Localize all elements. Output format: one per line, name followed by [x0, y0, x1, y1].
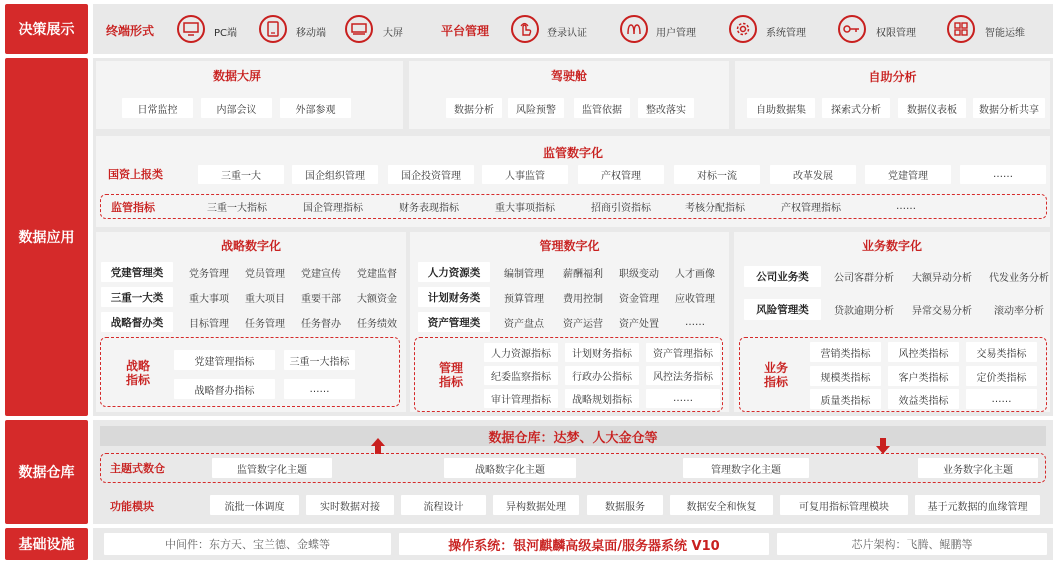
business-row-item[interactable]: 滚动率分析: [994, 306, 1044, 317]
business-index-item[interactable]: ……: [966, 389, 1037, 409]
management-index-item[interactable]: 审计管理指标: [484, 389, 558, 408]
grid-icon[interactable]: [947, 15, 975, 43]
cockpit-item[interactable]: 数据分析: [446, 98, 502, 118]
management-row-item[interactable]: 应收管理: [675, 293, 715, 305]
strategy-index-item[interactable]: 战略督办指标: [174, 379, 275, 399]
terminal-mobile[interactable]: 移动端: [296, 28, 326, 39]
terminal-pc[interactable]: PC端: [214, 28, 238, 39]
mobile-icon[interactable]: [259, 15, 287, 43]
management-index-item[interactable]: 纪委监察指标: [484, 366, 558, 385]
regulatory-report-item[interactable]: 对标一流: [674, 165, 760, 184]
management-row-item[interactable]: ……: [685, 316, 705, 328]
business-index-item[interactable]: 定价类指标: [966, 366, 1037, 386]
terminal-label: 终端形式: [106, 24, 155, 38]
cockpit-item[interactable]: 风险预警: [508, 98, 564, 118]
topic-item[interactable]: 监管数字化主题: [212, 458, 332, 478]
regulatory-index-item[interactable]: 三重一大指标: [207, 203, 267, 214]
regulatory-report-label: 国资上报类: [108, 168, 163, 181]
data-screen-item[interactable]: 外部参观: [280, 98, 351, 118]
function-item[interactable]: 数据服务: [587, 495, 663, 515]
business-index-item[interactable]: 风控类指标: [888, 342, 959, 362]
function-module-label: 功能模块: [110, 500, 154, 513]
function-item[interactable]: 数据安全和恢复: [670, 495, 773, 515]
business-index-label: 业务 指标: [763, 361, 788, 389]
management-index-item[interactable]: ……: [646, 389, 720, 408]
management-row-item[interactable]: 人才画像: [675, 268, 715, 280]
regulatory-index-item[interactable]: 重大事项指标: [495, 203, 555, 214]
management-index-label: 管理 指标: [438, 361, 463, 389]
key-icon[interactable]: [838, 15, 866, 43]
strategy-row-item[interactable]: 任务管理: [245, 318, 285, 330]
regulatory-title: 监管数字化: [542, 146, 603, 160]
strategy-row-label[interactable]: 战略督办类: [101, 312, 173, 332]
management-index-item[interactable]: 风控法务指标: [646, 366, 720, 385]
strategy-row-label[interactable]: 党建管理类: [101, 262, 173, 282]
gear-icon[interactable]: [729, 15, 757, 43]
management-row-item[interactable]: 费用控制: [563, 293, 603, 305]
strategy-title: 战略数字化: [220, 239, 281, 253]
regulatory-report-item[interactable]: 改革发展: [770, 165, 856, 184]
regulatory-index-item[interactable]: 考核分配指标: [685, 203, 745, 214]
function-item[interactable]: 基于元数据的血缘管理: [915, 495, 1040, 515]
self-analysis-item[interactable]: 数据分析共享: [973, 98, 1045, 118]
business-row-item[interactable]: 异常交易分析: [912, 306, 972, 317]
management-row-item[interactable]: 职级变动: [619, 268, 659, 280]
strategy-row-item[interactable]: 任务绩效: [357, 318, 397, 330]
layer-label-infra: 基础设施: [5, 528, 88, 560]
business-row-item[interactable]: 代发业务分析: [989, 273, 1049, 284]
management-index-item[interactable]: 行政办公指标: [565, 366, 639, 385]
login-hand-icon[interactable]: [511, 15, 539, 43]
strategy-index-item[interactable]: 党建管理指标: [174, 350, 275, 370]
infra-chip[interactable]: 芯片架构：飞腾、鲲鹏等: [777, 533, 1047, 555]
strategy-row-item[interactable]: 党建监督: [357, 268, 397, 280]
management-index-item[interactable]: 资产管理指标: [646, 343, 720, 362]
business-index-item[interactable]: 营销类指标: [810, 342, 881, 362]
business-row-label[interactable]: 风险管理类: [744, 299, 821, 320]
self-analysis-item[interactable]: 自助数据集: [747, 98, 815, 118]
management-title: 管理数字化: [539, 239, 600, 253]
layer-label-warehouse: 数据仓库: [5, 420, 88, 524]
cockpit-item[interactable]: 整改落实: [638, 98, 694, 118]
regulatory-index-item[interactable]: 招商引资指标: [591, 203, 651, 214]
infra-os[interactable]: 操作系统：银河麒麟高级桌面/服务器系统 V10: [399, 533, 769, 555]
strategy-row-item[interactable]: 党员管理: [245, 268, 285, 280]
business-index-item[interactable]: 规模类指标: [810, 366, 881, 386]
business-index-item[interactable]: 客户类指标: [888, 366, 959, 386]
cockpit-title: 驾驶舱: [550, 69, 587, 83]
strategy-index-label: 战略 指标: [125, 359, 150, 387]
management-row-item[interactable]: 编制管理: [504, 268, 544, 280]
strategy-row-item[interactable]: 大额资金: [357, 293, 397, 305]
management-row-item[interactable]: 资产盘点: [504, 318, 544, 330]
strategy-row-item[interactable]: 重要干部: [301, 293, 341, 305]
warehouse-banner: 数据仓库：达梦、人大金仓等: [488, 430, 658, 446]
topic-warehouse-label: 主题式数仓: [110, 462, 165, 475]
business-row-item[interactable]: 大额异动分析: [912, 273, 972, 284]
regulatory-report-item[interactable]: 三重一大: [198, 165, 284, 184]
topic-item[interactable]: 管理数字化主题: [683, 458, 809, 478]
management-index-item[interactable]: 战略规划指标: [565, 389, 639, 408]
infra-middleware[interactable]: 中间件：东方天、宝兰德、金蝶等: [104, 533, 391, 555]
business-index-item[interactable]: 交易类指标: [966, 342, 1037, 362]
business-index-item[interactable]: 质量类指标: [810, 389, 881, 409]
function-item[interactable]: 实时数据对接: [306, 495, 394, 515]
strategy-row-item[interactable]: 党务管理: [189, 268, 229, 280]
business-row-item[interactable]: 公司客群分析: [834, 273, 894, 284]
strategy-row-label[interactable]: 三重一大类: [101, 287, 173, 307]
regulatory-index-item[interactable]: 财务表现指标: [399, 203, 459, 214]
management-row-label[interactable]: 资产管理类: [418, 312, 490, 332]
self-analysis-item[interactable]: 探索式分析: [822, 98, 890, 118]
regulatory-index-label: 监管指标: [111, 201, 155, 214]
regulatory-index-item[interactable]: 国企管理指标: [303, 203, 363, 214]
regulatory-index-item[interactable]: 产权管理指标: [781, 203, 841, 214]
regulatory-report-item[interactable]: 国企投资管理: [388, 165, 474, 184]
strategy-row-item[interactable]: 任务督办: [301, 318, 341, 330]
function-item[interactable]: 流批一体调度: [210, 495, 299, 515]
function-item[interactable]: 流程设计: [401, 495, 486, 515]
regulatory-report-item[interactable]: 国企组织管理: [292, 165, 378, 184]
management-row-label[interactable]: 计划财务类: [418, 287, 490, 307]
management-index-item[interactable]: 计划财务指标: [565, 343, 639, 362]
business-row-item[interactable]: 贷款逾期分析: [834, 306, 894, 317]
topic-item[interactable]: 战略数字化主题: [444, 458, 576, 478]
strategy-index-item[interactable]: ……: [284, 379, 355, 399]
management-index-item[interactable]: 人力资源指标: [484, 343, 558, 362]
terminal-screen[interactable]: 大屏: [383, 28, 403, 39]
data-screen-item[interactable]: 日常监控: [122, 98, 193, 118]
management-row-item[interactable]: 薪酬福利: [563, 268, 603, 280]
regulatory-report-item[interactable]: 人事监管: [482, 165, 568, 184]
strategy-row-item[interactable]: 重大项目: [245, 293, 285, 305]
layer-label-data-app: 数据应用: [5, 58, 88, 416]
function-item[interactable]: 异构数据处理: [493, 495, 579, 515]
layer-label-decision: 决策展示: [5, 4, 88, 54]
platform-label: 平台管理: [441, 24, 490, 38]
screen-icon[interactable]: [345, 15, 373, 43]
regulatory-index-item[interactable]: ……: [896, 201, 916, 212]
platform-permission[interactable]: 权限管理: [876, 28, 916, 39]
platform-user[interactable]: 用户管理: [656, 28, 696, 39]
data-screen-item[interactable]: 内部会议: [201, 98, 272, 118]
platform-login[interactable]: 登录认证: [547, 28, 587, 39]
cockpit-item[interactable]: 监管依据: [574, 98, 630, 118]
strategy-index-item[interactable]: 三重一大指标: [284, 350, 355, 370]
strategy-row-item[interactable]: 重大事项: [189, 293, 229, 305]
management-row-item[interactable]: 资产运营: [563, 318, 603, 330]
platform-system[interactable]: 系统管理: [766, 28, 806, 39]
management-row-item[interactable]: 资金管理: [619, 293, 659, 305]
management-row-item[interactable]: 资产处置: [619, 318, 659, 330]
self-analysis-item[interactable]: 数据仪表板: [898, 98, 966, 118]
self-analysis-title: 自助分析: [868, 70, 917, 84]
function-item[interactable]: 可复用指标管理模块: [780, 495, 908, 515]
topic-item[interactable]: 业务数字化主题: [918, 458, 1038, 478]
data-screen-title: 数据大屏: [212, 69, 261, 83]
regulatory-report-item[interactable]: ……: [960, 165, 1046, 184]
regulatory-report-item[interactable]: 产权管理: [578, 165, 664, 184]
user-icon[interactable]: [620, 15, 648, 43]
business-index-item[interactable]: 效益类指标: [888, 389, 959, 409]
business-title: 业务数字化: [861, 239, 922, 253]
monitor-icon[interactable]: [177, 15, 205, 43]
platform-ops[interactable]: 智能运维: [985, 28, 1025, 39]
strategy-row-item[interactable]: 目标管理: [189, 318, 229, 330]
management-row-label[interactable]: 人力资源类: [418, 262, 490, 282]
management-row-item[interactable]: 预算管理: [504, 293, 544, 305]
business-row-label[interactable]: 公司业务类: [744, 266, 821, 287]
strategy-row-item[interactable]: 党建宣传: [301, 268, 341, 280]
regulatory-report-item[interactable]: 党建管理: [865, 165, 951, 184]
